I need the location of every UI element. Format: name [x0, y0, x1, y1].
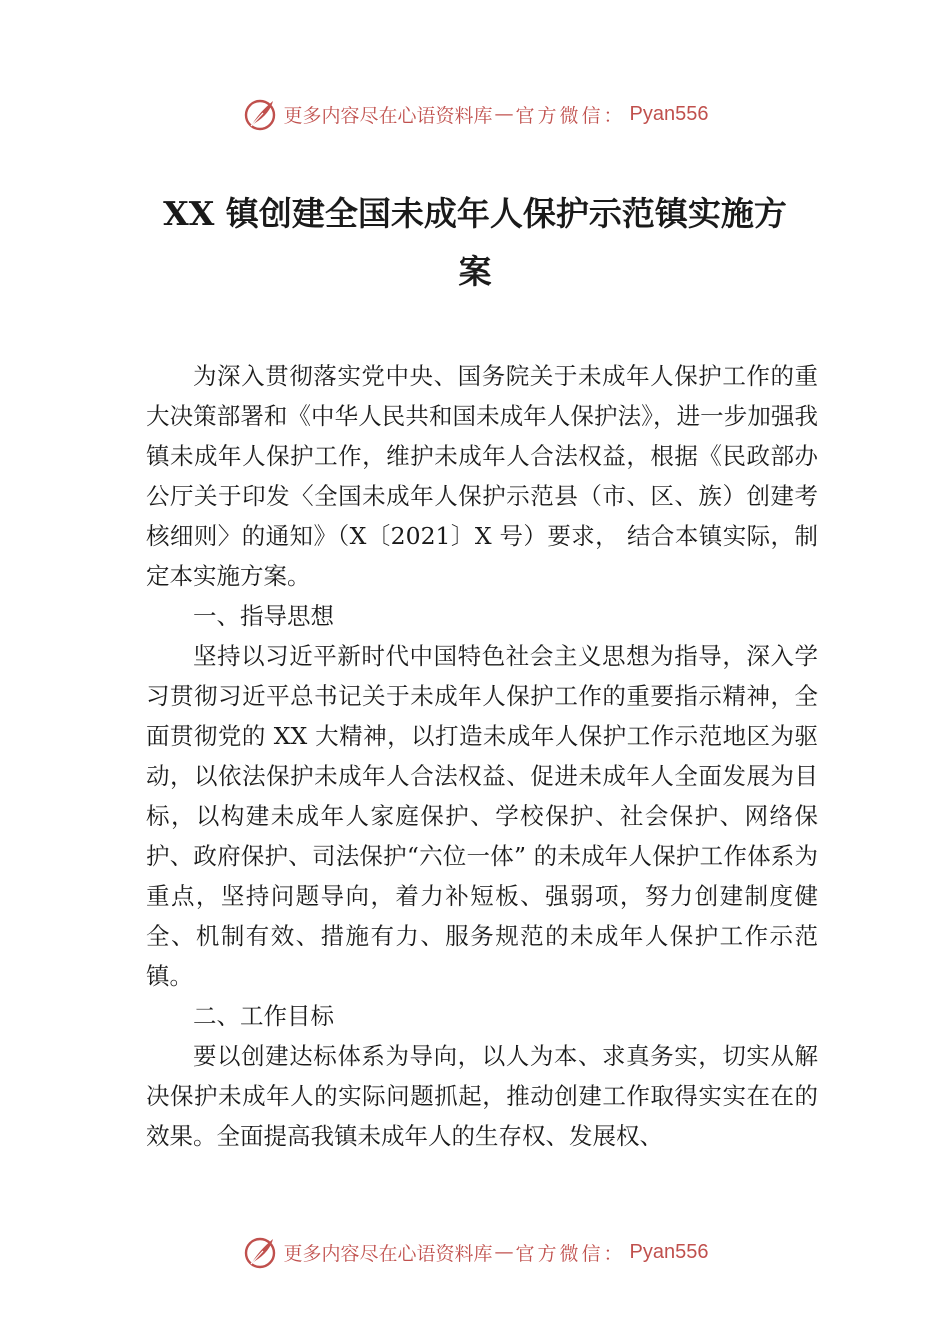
title-line-1: XX 镇创建全国未成年人保护示范镇实施方	[163, 194, 787, 233]
quill-logo-icon	[242, 96, 278, 132]
header-watermark-banner	[0, 94, 950, 134]
banner-wechat-label: 官方微信：	[515, 1242, 626, 1265]
intro-paragraph: 为深入贯彻落实党中央、国务院关于未成年人保护工作的重大决策部署和《中华人民共和国未成年人保护法》，进一步加强我镇未成年人保护工作，维护未成年人合法权益，根据《民政部办公厅关于印发〈全国未成年人保护示范县（市、区、族）创建考核细则〉的通知》（X〔2021〕X 号）要求， 结合本镇实际，制定本实施方案。	[146, 362, 818, 590]
banner-text: 更多内容尽在心语资料库	[283, 104, 493, 127]
banner-wechat-id: Pyan556	[629, 102, 709, 125]
guiding-ideology-paragraph: 坚持以习近平新时代中国特色社会主义思想为指导，深入学习贯彻习近平总书记关于未成年人保护工作的重要指示精神，全面贯彻党的 XX 大精神，以打造未成年人保护工作示范地区为驱动，以依法保护未成年人合法权益、促进未成年人全面发展为目标，以构建未成年人家庭保护、学校保护、社会保护、网络保护、政府保护、司法保护“六位一体” 的未成年人保护工作体系为重点，坚持问题导向，着力补短板、强弱项，努力创建制度健全、机制有效、措施有力、服务规范的未成年人保护工作示范镇。	[146, 642, 818, 990]
banner-separator: —	[494, 103, 514, 125]
quill-logo-icon	[242, 1234, 278, 1270]
section-heading-guiding-ideology: 一、指导思想	[193, 602, 334, 630]
document-title	[0, 185, 950, 301]
title-line-2: 案	[458, 252, 492, 291]
banner-wechat-id: Pyan556	[629, 1240, 709, 1263]
section-heading-work-goals: 二、工作目标	[193, 1002, 334, 1030]
footer-watermark-banner	[0, 1232, 950, 1272]
document-body	[146, 356, 818, 1156]
work-goals-paragraph: 要以创建达标体系为导向，以人为本、求真务实，切实从解决保护未成年人的实际问题抓起，推动创建工作取得实实在在的效果。全面提高我镇未成年人的生存权、发展权、	[146, 1042, 818, 1150]
banner-separator: —	[494, 1241, 514, 1263]
banner-text: 更多内容尽在心语资料库	[283, 1242, 493, 1265]
banner-wechat-label: 官方微信：	[515, 104, 626, 127]
